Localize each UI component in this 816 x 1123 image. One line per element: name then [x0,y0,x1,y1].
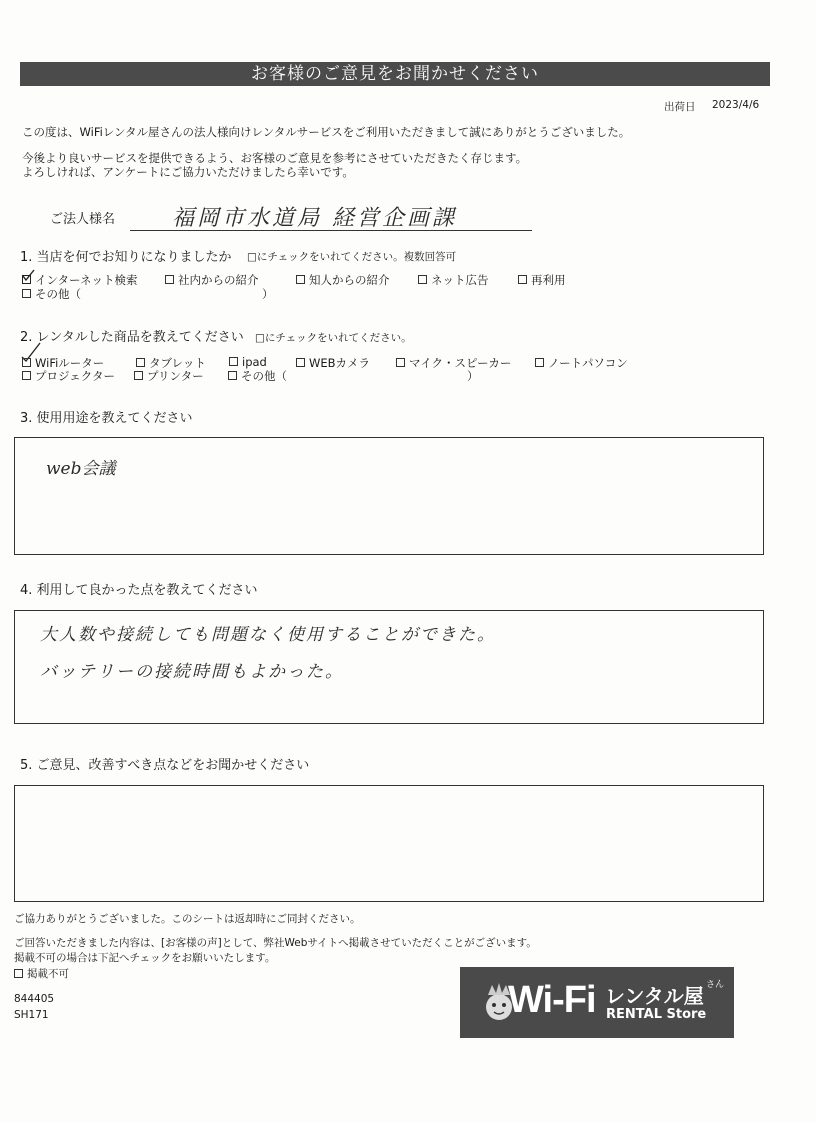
q2-option-ipad[interactable]: ipad [229,355,267,369]
company-name-handwritten[interactable]: 福岡市水道局 経営企画課 [172,206,457,231]
q1-option-acquaintance[interactable]: 知人からの紹介 [296,272,390,288]
checkbox-icon[interactable] [535,358,544,367]
checkbox-icon[interactable] [296,275,305,284]
page-title: お客様のご意見をお聞かせください [20,62,770,86]
footer-publish-2: 掲載不可の場合は下記へチェックをお願いいたします。 [14,952,276,964]
checkbox-icon[interactable] [228,371,237,380]
q1-option-reuse[interactable]: 再利用 [518,272,566,288]
footer-publish-1: ご回答いただきました内容は、[お客様の声]として、弊社Webサイトへ掲載させていただくことがございます。 [14,937,537,949]
footer-thanks: ご協力ありがとうございました。このシートは返却時にご同封ください。 [14,913,361,925]
checkbox-icon[interactable] [165,275,174,284]
logo-en-text: RENTAL Store [606,1007,707,1022]
company-logo [460,967,734,1038]
q2-option-printer[interactable]: プリンター [134,368,204,384]
checkbox-icon[interactable] [296,358,305,367]
q2-other-close: ） [467,369,479,383]
q2-option-webcam[interactable]: WEBカメラ [296,355,370,371]
q2-note: □にチェックをいれてください。 [255,332,412,344]
intro-line-2: 今後より良いサービスを提供できるよう、お客様のご意見を参考にさせていただきたく存じます。 [22,151,528,165]
q2-option-laptop[interactable]: ノートパソコン [535,355,628,371]
checkbox-icon[interactable] [396,358,405,367]
code-1: 844405 [14,993,55,1005]
q3-answer-handwritten: web会議 [46,459,116,479]
q4-answer-line-1: 大人数や接続しても問題なく使用することができた。 [40,625,496,645]
checkbox-icon[interactable] [22,289,31,298]
logo-san-text: さん [706,980,725,990]
checkbox-icon[interactable] [134,371,143,380]
q1-option-other[interactable]: その他（ [22,286,81,302]
code-2: SH171 [14,1009,49,1021]
q1-other-close: ） [262,287,274,301]
checkbox-icon[interactable] [518,275,527,284]
intro-line-3: よろしければ、アンケートにご協力いただけましたら幸いです。 [22,165,354,179]
q3-title: 3. 使用用途を教えてください [20,411,193,426]
q2-option-tablet[interactable]: タブレット [136,355,206,371]
q5-title: 5. ご意見、改善すべき点などをお聞かせください [20,758,310,773]
checkmark-icon [20,268,36,282]
no-publish-checkbox[interactable]: 掲載不可 [14,966,69,981]
checkbox-icon[interactable] [14,969,23,978]
logo-wifi-text: Wi-Fi [508,979,596,1021]
checkbox-icon[interactable] [22,371,31,380]
q4-title: 4. 利用して良かった点を教えてください [20,583,258,598]
q5-answer-box[interactable] [14,785,764,902]
q4-answer-line-2: バッテリーの接続時間もよかった。 [40,662,344,682]
q1-note: □にチェックをいれてください。複数回答可 [247,251,457,263]
intro-line-1: この度は、WiFiレンタル屋さんの法人様向けレンタルサービスをご利用いただきまして誠にありがとうございました。 [22,125,631,139]
checkbox-icon[interactable] [229,357,238,366]
q1-option-internal[interactable]: 社内からの紹介 [165,272,259,288]
checkbox-icon[interactable] [418,275,427,284]
q1-option-net-ad[interactable]: ネット広告 [418,272,489,288]
ship-date: 2023/4/6 [712,99,760,111]
q2-option-projector[interactable]: プロジェクター [22,368,115,384]
company-label: ご法人様名 [50,212,116,227]
q2-title: 2. レンタルした商品を教えてください [20,330,244,345]
logo-jp-text: レンタル屋 [605,984,704,1008]
q2-option-other[interactable]: その他（ [228,368,287,384]
checkbox-icon[interactable] [136,358,145,367]
q1-title: 1. 当店を何でお知りになりましたか [20,250,232,265]
q2-option-mic-speaker[interactable]: マイク・スピーカー [396,355,511,371]
q1-option-internet[interactable]: インターネット検索 [22,272,137,288]
checkbox-checked-icon[interactable] [22,358,31,367]
ship-date-label: 出荷日 [664,101,696,113]
q2-option-wifi-router[interactable]: WiFiルーター [22,355,104,371]
q3-answer-box[interactable] [14,437,764,555]
